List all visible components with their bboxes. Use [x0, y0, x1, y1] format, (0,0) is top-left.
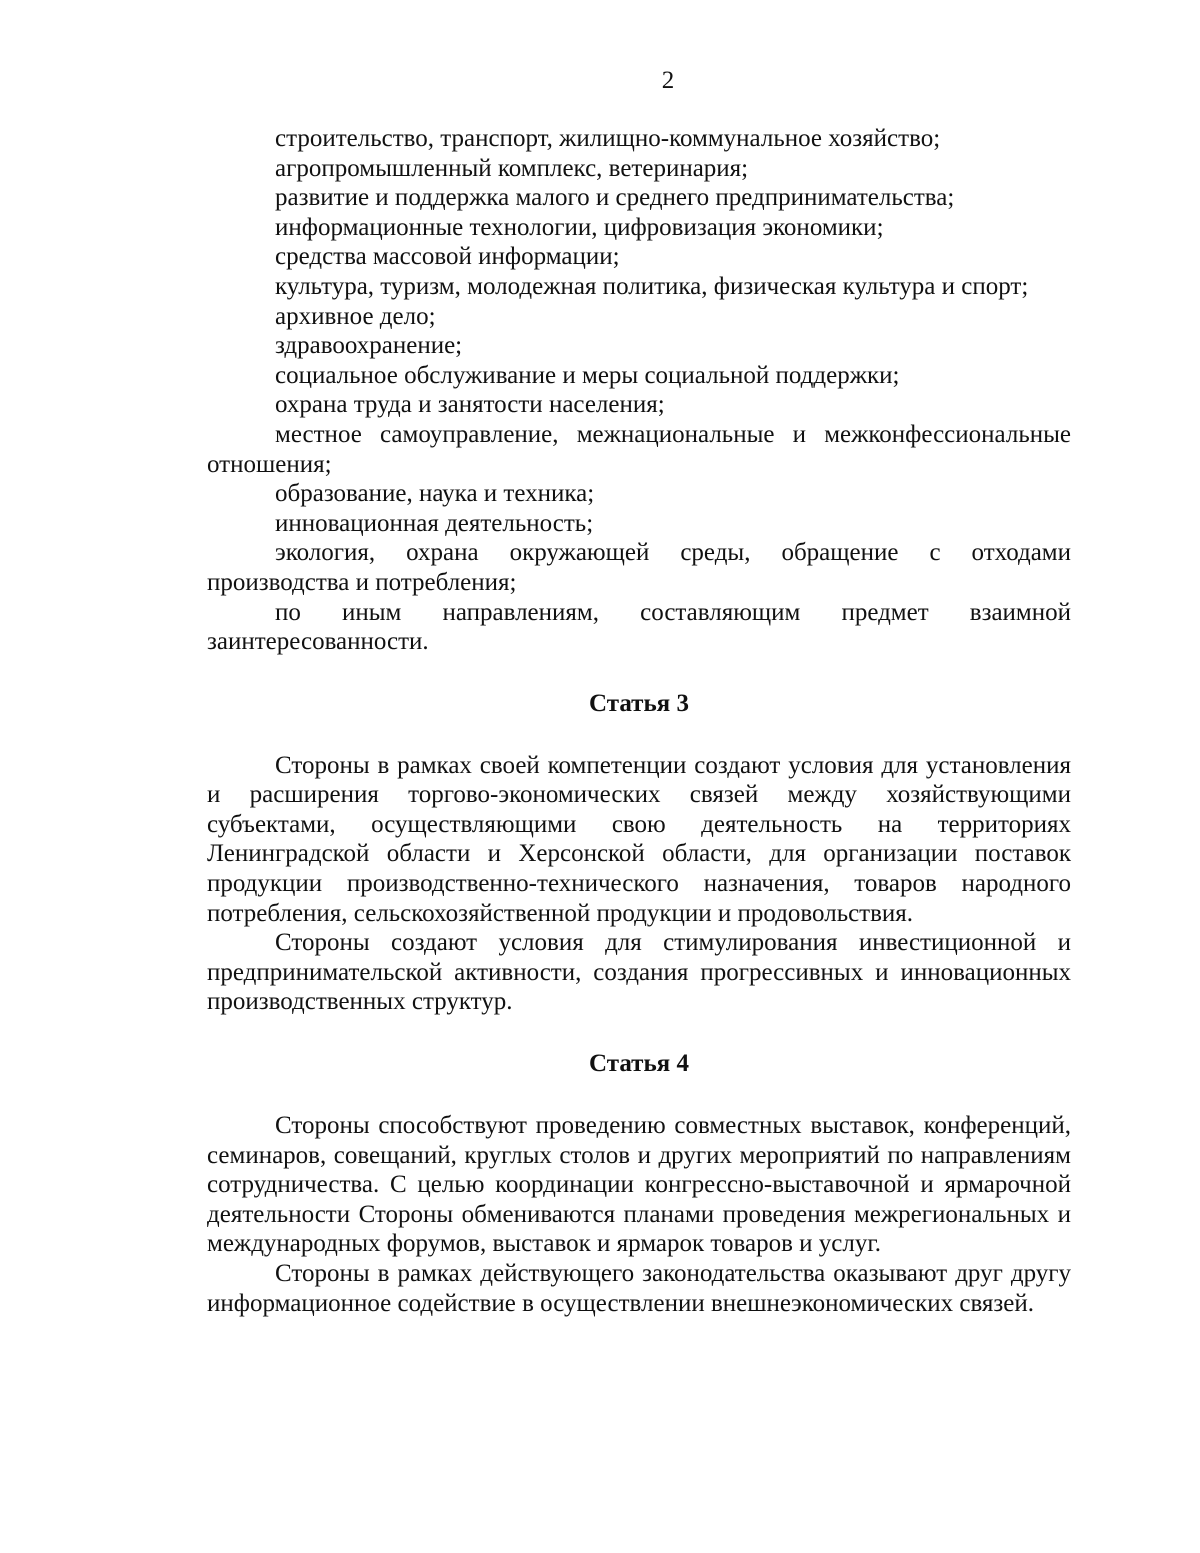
document-body	[207, 124, 1071, 1318]
article-4-heading: Статья 4	[589, 1050, 689, 1078]
article-4-paragraph: Стороны в рамках действующего законодательства оказывают друг другу информационное содействие в осуществлении внешнеэкономических связей.	[207, 1260, 1071, 1317]
list-item: инновационная деятельность;	[275, 509, 594, 537]
list-item: культура, туризм, молодежная политика, физическая культура и спорт;	[275, 272, 1029, 300]
list-item: информационные технологии, цифровизация экономики;	[275, 213, 884, 241]
list-item: экология, охрана окружающей среды, обращение с отходами производства и потребления;	[207, 539, 1071, 596]
list-item: образование, наука и техника;	[275, 480, 595, 508]
list-item: здравоохранение;	[275, 332, 463, 360]
list-item: агропромышленный комплекс, ветеринария;	[275, 154, 749, 182]
list-item: строительство, транспорт, жилищно-коммунальное хозяйство;	[275, 125, 941, 152]
list-item: местное самоуправление, межнациональные и межконфессиональные отношения;	[207, 420, 1071, 478]
article-4-paragraph: Стороны способствуют проведению совместных выставок, конференций, семинаров, совещаний, круглых столов и других мероприятий по направлениям сотрудничества. С целью координации конгрессно-выставочной и ярмарочной деятельности Стороны обмениваются планами проведения межрегиональных и международных форумов, выставок и ярмарок товаров и услуг.	[207, 1112, 1071, 1258]
list-item: средства массовой информации;	[275, 243, 620, 271]
page-number: 2	[661, 67, 675, 94]
article-4-body	[207, 1111, 1071, 1318]
cooperation-areas-list	[207, 124, 1071, 657]
article-3-paragraph: Стороны создают условия для стимулирования инвестиционной и предпринимательской активности, создания прогрессивных и инновационных производственных структур.	[207, 929, 1071, 1016]
article-3-body	[207, 751, 1071, 1017]
article-3-heading: Статья 3	[589, 689, 689, 717]
article-3-paragraph: Стороны в рамках своей компетенции создают условия для установления и расширения торгово-экономических связей между хозяйствующими субъектами, осуществляющими свою деятельность на территориях Ленинградской области и Херсонской области, для организации поставок продукции производственно-технического назначения, товаров народного потребления, сельскохозяйственной продукции и продовольствия.	[207, 751, 1071, 927]
list-item: охрана труда и занятости населения;	[275, 391, 665, 419]
list-item: по иным направлениям, составляющим предмет взаимной заинтересованности.	[207, 598, 1071, 656]
list-item: социальное обслуживание и меры социальной поддержки;	[275, 361, 900, 389]
list-item: архивное дело;	[275, 302, 436, 330]
list-item: развитие и поддержка малого и среднего предпринимательства;	[275, 184, 955, 212]
